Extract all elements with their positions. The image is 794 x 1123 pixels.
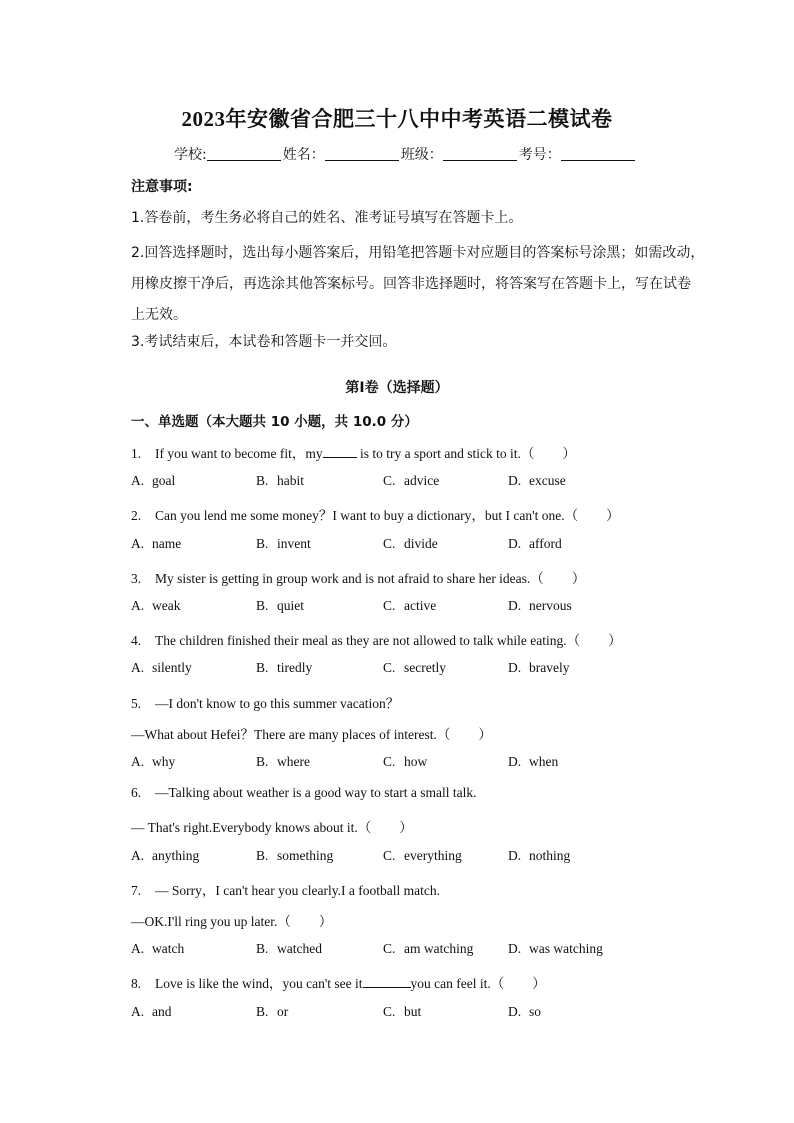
option-a[interactable] [131,1004,172,1020]
question-3 [131,567,585,587]
question-5 [131,692,399,712]
number-label: 考号： [518,147,561,163]
option-b[interactable] [256,1004,288,1020]
option-letter: C. [383,848,396,863]
note-2-line-1: 2.回答选择题时，选出每小题答案后，用铅笔把答题卡对应题目的答案标号涂黑；如需改动， [131,245,705,261]
option-d[interactable] [508,660,569,676]
option-letter: D. [508,941,522,956]
question-number: 7. [131,883,142,898]
option-text: goal [152,473,176,488]
option-letter: D. [508,598,522,613]
question-number: 4. [131,633,142,648]
option-d[interactable] [508,536,562,552]
question-text: —I don't know to go this summer vacation？ [155,696,400,711]
question-number: 5. [131,696,142,711]
section-title: 第I卷（选择题） [345,380,449,396]
option-text: but [404,1004,422,1019]
option-letter: B. [256,754,269,769]
number-blank[interactable] [561,146,635,161]
note-3: 3.考试结束后，本试卷和答题卡一并交回。 [131,334,397,350]
option-letter: C. [383,660,396,675]
option-letter: D. [508,754,522,769]
option-c[interactable] [383,473,439,489]
question-number: 6. [131,785,142,800]
option-letter: D. [508,1004,522,1019]
option-letter: A. [131,848,145,863]
option-text: how [404,754,428,769]
option-letter: B. [256,848,269,863]
question-number: 8. [131,976,142,991]
note-2-line-3: 上无效。 [131,307,187,323]
option-b[interactable] [256,848,333,864]
option-text: excuse [529,473,566,488]
option-a[interactable] [131,848,199,864]
option-letter: D. [508,848,522,863]
option-b[interactable] [256,598,304,614]
question-1 [131,442,576,462]
option-letter: C. [383,598,396,613]
question-text: —Talking about weather is a good way to start a small talk. [155,785,477,800]
option-letter: C. [383,1004,396,1019]
option-text: where [277,754,310,769]
option-text: everything [404,848,462,863]
exam-title: 2023年安徽省合肥三十八中中考英语二模试卷 [181,107,613,131]
option-letter: D. [508,536,522,551]
option-letter: A. [131,473,145,488]
question-6 [131,785,476,801]
option-letter: C. [383,754,396,769]
option-letter: B. [256,536,269,551]
option-text: quiet [277,598,304,613]
option-d[interactable] [508,754,558,770]
notes-heading: 注意事项: [131,179,193,195]
option-text: nervous [529,598,572,613]
option-text: habit [277,473,304,488]
option-text: advice [404,473,440,488]
option-text: weak [152,598,181,613]
option-letter: A. [131,754,145,769]
option-text: when [529,754,559,769]
option-c[interactable] [383,848,462,864]
option-text: invent [277,536,311,551]
option-letter: B. [256,660,269,675]
question-text: My sister is getting in group work and is not afraid to share her ideas.（ [155,571,544,586]
school-label: 学校: [174,147,207,163]
option-text: something [277,848,334,863]
option-letter: D. [508,660,522,675]
student-info-row [174,144,637,164]
option-letter: B. [256,941,269,956]
option-b[interactable] [256,941,322,957]
option-a[interactable] [131,536,181,552]
paren-close: ） [608,633,622,648]
class-blank[interactable] [443,146,517,161]
question-6-line-2 [131,816,413,836]
paren-close: ） [606,508,620,523]
option-d[interactable] [508,848,570,864]
option-b[interactable] [256,536,311,552]
option-letter: C. [383,941,396,956]
question-text-a: Love is like the wind，you can't see it [155,976,363,991]
question-7 [131,879,440,899]
question-text: — Sorry，I can't hear you clearly.I a football match. [155,883,440,898]
option-c[interactable] [383,536,438,552]
option-letter: A. [131,1004,145,1019]
option-text: watched [277,941,322,956]
question-5-line-2 [131,723,492,743]
note-2 [131,238,706,331]
option-text: name [152,536,182,551]
option-text: afford [529,536,562,551]
paren-close: ） [318,914,333,929]
class-label: 班级： [400,147,443,163]
option-c[interactable] [383,941,473,957]
question-text-a: If you want to become fit，my [155,446,323,461]
note-2-line-2: 用橡皮擦干净后，再选涂其他答案标号。回答非选择题时，将答案写在答题卡上，写在试卷 [131,276,691,292]
option-letter: A. [131,536,145,551]
paren-close: ） [399,820,413,835]
option-text: and [152,1004,172,1019]
school-blank[interactable] [207,146,281,161]
option-b[interactable] [256,473,304,489]
option-text: or [277,1004,289,1019]
option-letter: A. [131,941,145,956]
option-b[interactable] [256,660,312,676]
question-text-line-2: —OK.I'll ring you up later.（ [131,914,291,929]
option-text: secretly [404,660,446,675]
option-b[interactable] [256,754,310,770]
option-d[interactable] [508,1004,541,1020]
part-title: 一、单选题（本大题共 10 小题，共 10.0 分） [131,414,418,430]
option-a[interactable] [131,660,192,676]
option-a[interactable] [131,598,180,614]
question-8 [131,972,546,992]
option-letter: A. [131,660,145,675]
option-text: silently [152,660,192,675]
option-d[interactable] [508,941,603,957]
option-text: am watching [404,941,474,956]
question-text-line-2: —What about Hefei？There are many places of interest.（ [131,727,451,742]
option-text: watch [152,941,185,956]
option-text: divide [404,536,438,551]
option-a[interactable] [131,754,175,770]
question-text-b: you can feel it.（ [410,976,505,991]
paren-close: ） [478,727,492,742]
option-letter: B. [256,1004,269,1019]
question-text: Can you lend me some money？I want to buy a dictionary，but I can't one.（ [155,508,579,523]
question-number: 1. [131,446,142,461]
option-letter: D. [508,473,522,488]
option-a[interactable] [131,473,175,489]
question-number: 3. [131,571,142,586]
option-text: why [152,754,176,769]
option-text: active [404,598,437,613]
option-d[interactable] [508,473,566,489]
question-2 [131,504,620,524]
question-7-line-2 [131,910,332,930]
option-c[interactable] [383,754,427,770]
option-text: nothing [529,848,571,863]
option-letter: C. [383,473,396,488]
option-letter: C. [383,536,396,551]
paren-close: ） [532,976,546,991]
option-text: anything [152,848,200,863]
option-a[interactable] [131,941,184,957]
option-c[interactable] [383,1004,421,1020]
answer-blank [363,976,411,988]
note-1: 1.答卷前，考生务必将自己的姓名、准考证号填写在答题卡上。 [131,210,523,226]
option-letter: A. [131,598,145,613]
option-text: bravely [529,660,570,675]
option-text: so [529,1004,542,1019]
question-number: 2. [131,508,142,523]
option-letter: B. [256,598,269,613]
option-d[interactable] [508,598,572,614]
option-letter: B. [256,473,269,488]
paren-close: ） [562,446,576,461]
question-4 [131,629,622,649]
option-c[interactable] [383,598,436,614]
answer-blank [323,446,357,458]
name-blank[interactable] [325,146,399,161]
option-c[interactable] [383,660,446,676]
name-label: 姓名： [282,147,325,163]
question-text-line-2: — That's right.Everybody knows about it.（ [131,820,372,835]
question-text: The children finished their meal as they are not allowed to talk while eating.（ [155,633,581,648]
question-text-b: is to try a sport and stick to it.（ [356,446,535,461]
paren-close: ） [571,571,586,586]
option-text: was watching [529,941,603,956]
option-text: tiredly [277,660,313,675]
